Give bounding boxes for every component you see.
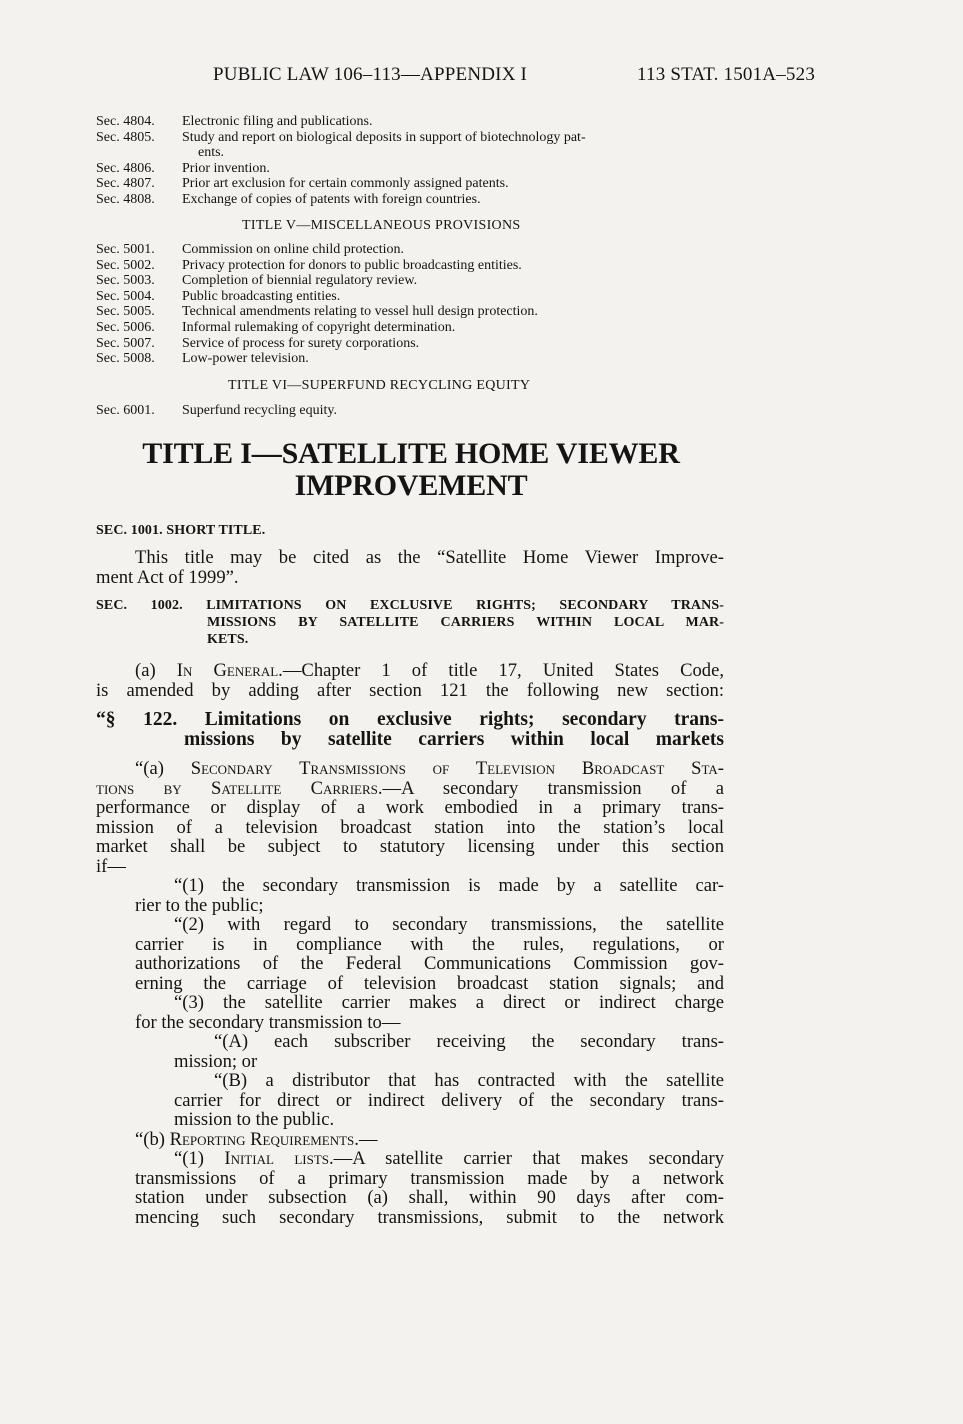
toc-entry: Sec. 5007. Service of process for surety corporations.	[96, 335, 420, 351]
toc-entry: Sec. 6001. Superfund recycling equity.	[96, 403, 337, 418]
section-1001-heading: SEC. 1001. SHORT TITLE.	[96, 523, 266, 538]
toc-title-vi: TITLE VI—SUPERFUND RECYCLING EQUITY	[228, 378, 531, 393]
toc-entry: Sec. 4808. Exchange of copies of patents with foreign countries.	[96, 191, 481, 207]
section-1002-heading: SEC. 1002. LIMITATIONS ON EXCLUSIVE RIGHTS; SECONDARY TRANS- MISSIONS BY SATELLITE CARRIERS WITHIN LOCAL MAR- KETS.	[96, 598, 724, 647]
toc-entry: Sec. 4804. Electronic filing and publications.	[96, 114, 373, 129]
toc-entry: Sec. 5003. Completion of biennial regulatory review.	[96, 273, 418, 289]
section-122-body: “(a) Secondary Transmissions of Television Broadcast Sta- tions by Satellite Carriers.—A secondary transmission of a performance or display of a work embodied in a primary trans- mission of a television broadcast station into the station’s local market shall be subject to statutory licensing under this section if— “(1) the secondary transmission is made by a satellite car- rier to the public; “(2) with regard to secondary transmissions, the satellite carrier is in compliance with the rules, regulations, or authorizations of the Federal Communications Commission gov- erning the carriage of television broadcast station signals; and “(3) the satellite carrier makes a direct or indirect charge for the secondary transmission to— “(A) each subscriber receiving the secondary trans- mission; or “(B) a distributor that has contracted with the satellite carrier for direct or indirect delivery of the secondary trans- mission to the public. “(b) Reporting Requirements.— “(1) Initial lists.—A satellite carrier that makes secondary transmissions of a primary transmission made by a network station under subsection (a) shall, within 90 days after com- mencing such secondary transmissions, submit to the network	[96, 758, 725, 1228]
section-1001-body: This title may be cited as the “Satellite Home Viewer Improve- ment Act of 1999”.	[96, 547, 724, 588]
toc-group-title5	[96, 242, 736, 367]
toc-entry: Sec. 4805. Study and report on biological deposits in support of biotechnology pat-	[96, 129, 586, 145]
toc-group-title4	[96, 114, 736, 208]
title-i-heading: TITLE I—SATELLITE HOME VIEWER IMPROVEMENT	[142, 437, 680, 502]
toc-entry: Sec. 5005. Technical amendments relating to vessel hull design protection.	[96, 304, 538, 320]
running-header-title: PUBLIC LAW 106–113—APPENDIX I	[213, 64, 528, 85]
toc-entry: Sec. 5001. Commission on online child protection.	[96, 242, 405, 257]
toc-entry: Sec. 5006. Informal rulemaking of copyright determination.	[96, 319, 456, 335]
toc-entry: Sec. 4806. Prior invention.	[96, 160, 270, 176]
toc-entry: Sec. 4807. Prior art exclusion for certain commonly assigned patents.	[96, 176, 509, 192]
section-1002-a: (a) In General.—Chapter 1 of title 17, United States Code, is amended by adding after section 121 the following new section:	[96, 660, 724, 701]
toc-group-title6	[96, 403, 736, 419]
section-122-heading: “§ 122. Limitations on exclusive rights; secondary trans- missions by satellite carriers within local markets	[96, 709, 724, 750]
toc-entry: Sec. 5004. Public broadcasting entities.	[96, 288, 341, 304]
toc-title-v: TITLE V—MISCELLANEOUS PROVISIONS	[242, 218, 521, 233]
toc-entry-continuation: ents.	[198, 145, 225, 161]
running-header-page: 113 STAT. 1501A–523	[637, 64, 816, 85]
toc-entry: Sec. 5008. Low-power television.	[96, 351, 309, 367]
toc-entry: Sec. 5002. Privacy protection for donors to public broadcasting entities.	[96, 257, 522, 273]
